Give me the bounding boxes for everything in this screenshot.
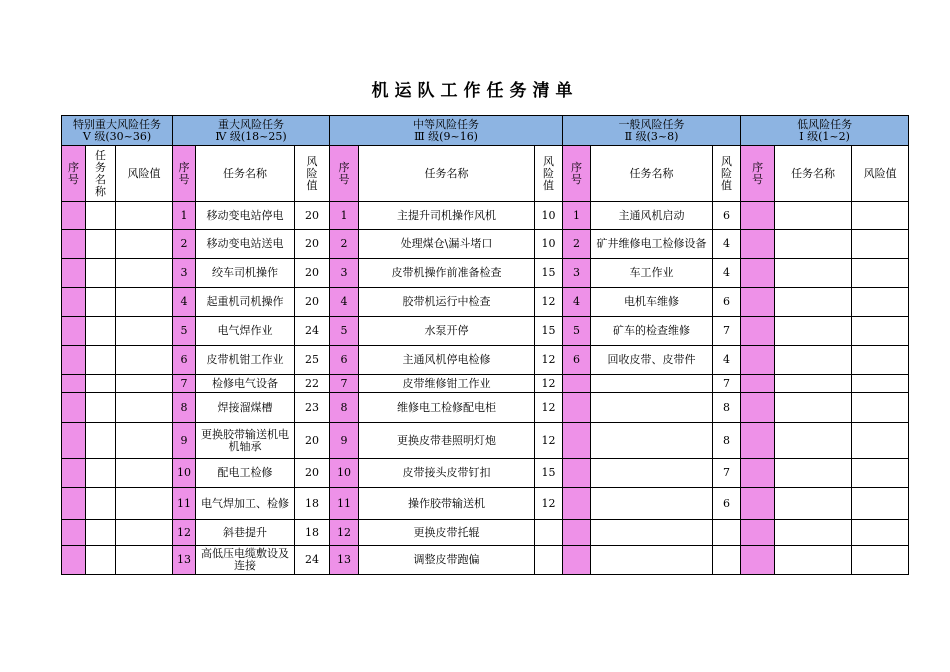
- table-row: [62, 488, 909, 520]
- cell-seq-i: [741, 459, 775, 488]
- cell-task-i: [775, 488, 852, 520]
- cell-seq-iv: 1: [173, 202, 196, 230]
- cell-seq-v: [62, 317, 86, 346]
- cell-task-iii: 操作胶带输送机: [359, 488, 535, 520]
- cell-seq-i: [741, 259, 775, 288]
- col-seq-iv: [173, 146, 196, 202]
- cell-task-v: [86, 259, 116, 288]
- cell-task-iv: 移动变电站停电: [196, 202, 295, 230]
- cell-risk-i: [852, 202, 909, 230]
- cell-seq-ii: 5: [563, 317, 591, 346]
- cell-risk-v: [116, 230, 173, 259]
- cell-risk-iii: 12: [535, 288, 563, 317]
- table-row: [62, 423, 909, 459]
- cell-risk-v: [116, 375, 173, 393]
- cell-risk-v: [116, 520, 173, 546]
- cell-task-i: [775, 375, 852, 393]
- cell-task-iii: 更换皮带托辊: [359, 520, 535, 546]
- cell-risk-ii: 4: [713, 230, 741, 259]
- cell-task-i: [775, 346, 852, 375]
- cell-risk-iii: 15: [535, 259, 563, 288]
- col-seq-i-label: 序 号: [752, 160, 764, 186]
- table-row: [62, 393, 909, 423]
- table-row: [62, 346, 909, 375]
- cell-risk-v: [116, 393, 173, 423]
- cell-task-iii: 皮带接头皮带钉扣: [359, 459, 535, 488]
- cell-risk-i: [852, 375, 909, 393]
- cell-task-v: [86, 393, 116, 423]
- cell-seq-i: [741, 546, 775, 575]
- col-risk-ii-label: 风 险 值: [721, 154, 733, 192]
- cell-seq-ii: [563, 423, 591, 459]
- cell-task-v: [86, 375, 116, 393]
- cell-task-i: [775, 546, 852, 575]
- cell-seq-i: [741, 288, 775, 317]
- col-seq-i: [741, 146, 775, 202]
- cell-seq-iii: 1: [330, 202, 359, 230]
- cell-task-i: [775, 230, 852, 259]
- cell-task-v: [86, 423, 116, 459]
- cell-task-iv: 电气焊加工、检修: [196, 488, 295, 520]
- cell-task-ii: [591, 488, 713, 520]
- category-header-iii: 中等风险任务 Ⅲ 级(9~16): [330, 116, 563, 146]
- cell-task-v: [86, 202, 116, 230]
- cell-seq-iii: 11: [330, 488, 359, 520]
- cell-seq-iv: 5: [173, 317, 196, 346]
- cell-task-iv: 起重机司机操作: [196, 288, 295, 317]
- sub-header-row: [62, 146, 909, 202]
- cell-seq-v: [62, 346, 86, 375]
- cell-task-iv: 焊接溜煤槽: [196, 393, 295, 423]
- cell-risk-iv: 18: [295, 520, 330, 546]
- cell-seq-iv: 12: [173, 520, 196, 546]
- cell-task-iii: 水泵开停: [359, 317, 535, 346]
- table-row: [62, 288, 909, 317]
- cell-seq-iv: 4: [173, 288, 196, 317]
- col-risk-i: 风险值: [852, 146, 909, 202]
- cell-risk-ii: 7: [713, 317, 741, 346]
- cell-seq-iii: 10: [330, 459, 359, 488]
- cell-risk-v: [116, 423, 173, 459]
- cell-task-i: [775, 459, 852, 488]
- cell-task-i: [775, 393, 852, 423]
- task-list-table: [61, 115, 909, 575]
- cell-seq-ii: 6: [563, 346, 591, 375]
- cell-seq-i: [741, 393, 775, 423]
- col-task-i: 任务名称: [775, 146, 852, 202]
- cell-seq-v: [62, 230, 86, 259]
- cell-task-i: [775, 259, 852, 288]
- cell-risk-iii: [535, 546, 563, 575]
- cell-seq-iii: 9: [330, 423, 359, 459]
- cell-task-iii: 更换皮带巷照明灯炮: [359, 423, 535, 459]
- cell-task-v: [86, 230, 116, 259]
- cell-seq-v: [62, 488, 86, 520]
- cell-task-v: [86, 546, 116, 575]
- cell-task-iv: 配电工检修: [196, 459, 295, 488]
- cell-task-iii: 处理煤仓\漏斗堵口: [359, 230, 535, 259]
- cell-risk-iv: 23: [295, 393, 330, 423]
- cell-task-iv: 更换胶带输送机电机轴承: [196, 423, 295, 459]
- cell-seq-v: [62, 423, 86, 459]
- cell-risk-i: [852, 346, 909, 375]
- cell-risk-iv: 20: [295, 230, 330, 259]
- col-seq-iii: [330, 146, 359, 202]
- cell-risk-i: [852, 288, 909, 317]
- cell-risk-iii: 12: [535, 375, 563, 393]
- cell-risk-iv: 22: [295, 375, 330, 393]
- cell-task-ii: 矿井维修电工检修设备: [591, 230, 713, 259]
- cell-task-iv: 检修电气设备: [196, 375, 295, 393]
- cell-task-ii: 电机车维修: [591, 288, 713, 317]
- cell-task-ii: [591, 423, 713, 459]
- cell-task-ii: 车工作业: [591, 259, 713, 288]
- col-seq-iv-label: 序 号: [178, 160, 190, 186]
- col-seq-v: [62, 146, 86, 202]
- cell-risk-v: [116, 288, 173, 317]
- cell-task-iii: 维修电工检修配电柜: [359, 393, 535, 423]
- col-risk-iv: [295, 146, 330, 202]
- cell-seq-v: [62, 375, 86, 393]
- cell-seq-iii: 4: [330, 288, 359, 317]
- cell-seq-i: [741, 375, 775, 393]
- cell-risk-ii: 6: [713, 488, 741, 520]
- page-title: 机运队工作任务清单: [371, 81, 579, 101]
- cell-task-iii: 皮带机操作前准备检查: [359, 259, 535, 288]
- col-risk-iii-label: 风 险 值: [543, 154, 555, 192]
- cell-task-v: [86, 317, 116, 346]
- cell-seq-iv: 9: [173, 423, 196, 459]
- table-row: [62, 202, 909, 230]
- cell-seq-iv: 10: [173, 459, 196, 488]
- cell-risk-iv: 24: [295, 546, 330, 575]
- cell-risk-i: [852, 317, 909, 346]
- table-row: [62, 546, 909, 575]
- cell-seq-ii: [563, 488, 591, 520]
- cell-risk-iv: 20: [295, 202, 330, 230]
- cell-seq-iv: 11: [173, 488, 196, 520]
- col-task-iv: 任务名称: [196, 146, 295, 202]
- cell-seq-v: [62, 202, 86, 230]
- cell-task-iii: 主通风机停电检修: [359, 346, 535, 375]
- cell-risk-v: [116, 546, 173, 575]
- cell-seq-iii: 7: [330, 375, 359, 393]
- cell-seq-iii: 12: [330, 520, 359, 546]
- cell-risk-iv: 20: [295, 423, 330, 459]
- cell-task-iv: 高低压电缆敷设及连接: [196, 546, 295, 575]
- cell-task-iv: 斜巷提升: [196, 520, 295, 546]
- col-seq-ii: [563, 146, 591, 202]
- cell-risk-iii: 10: [535, 202, 563, 230]
- cell-seq-v: [62, 520, 86, 546]
- cell-seq-ii: 3: [563, 259, 591, 288]
- cell-risk-i: [852, 520, 909, 546]
- col-risk-iv-label: 风 险 值: [306, 154, 318, 192]
- cell-risk-iii: 12: [535, 488, 563, 520]
- col-task-v-label: 任 务 名 称: [95, 148, 106, 198]
- cell-seq-v: [62, 393, 86, 423]
- cell-seq-i: [741, 520, 775, 546]
- cell-seq-i: [741, 488, 775, 520]
- cell-task-v: [86, 288, 116, 317]
- cell-seq-ii: [563, 520, 591, 546]
- cell-task-ii: [591, 393, 713, 423]
- cell-risk-v: [116, 488, 173, 520]
- cell-seq-v: [62, 459, 86, 488]
- cell-seq-iv: 13: [173, 546, 196, 575]
- col-task-iii: 任务名称: [359, 146, 535, 202]
- cell-task-v: [86, 488, 116, 520]
- cell-risk-v: [116, 202, 173, 230]
- cell-task-ii: [591, 375, 713, 393]
- cell-task-ii: [591, 520, 713, 546]
- cell-risk-ii: 4: [713, 346, 741, 375]
- cell-seq-ii: 2: [563, 230, 591, 259]
- cell-risk-i: [852, 259, 909, 288]
- table-row: [62, 520, 909, 546]
- cell-risk-ii: 6: [713, 288, 741, 317]
- cell-risk-i: [852, 423, 909, 459]
- table-row: [62, 259, 909, 288]
- cell-risk-iv: 24: [295, 317, 330, 346]
- cell-task-iii: 皮带维修钳工作业: [359, 375, 535, 393]
- cell-task-ii: 回收皮带、皮带件: [591, 346, 713, 375]
- col-seq-iii-label: 序 号: [338, 160, 350, 186]
- cell-task-v: [86, 459, 116, 488]
- cell-risk-ii: 7: [713, 375, 741, 393]
- cell-risk-iii: 12: [535, 423, 563, 459]
- cell-risk-ii: 8: [713, 393, 741, 423]
- table-row: [62, 459, 909, 488]
- cell-task-i: [775, 423, 852, 459]
- cell-seq-iv: 7: [173, 375, 196, 393]
- cell-task-iii: 调整皮带跑偏: [359, 546, 535, 575]
- cell-seq-i: [741, 317, 775, 346]
- cell-risk-ii: 6: [713, 202, 741, 230]
- cell-seq-iv: 2: [173, 230, 196, 259]
- cell-seq-ii: [563, 459, 591, 488]
- cell-risk-v: [116, 317, 173, 346]
- cell-risk-i: [852, 393, 909, 423]
- cell-risk-ii: 7: [713, 459, 741, 488]
- cell-risk-i: [852, 459, 909, 488]
- cell-task-i: [775, 317, 852, 346]
- cell-risk-iii: 12: [535, 346, 563, 375]
- cell-task-v: [86, 346, 116, 375]
- cell-seq-ii: 4: [563, 288, 591, 317]
- col-risk-v: 风险值: [116, 146, 173, 202]
- table-row: [62, 375, 909, 393]
- cell-task-i: [775, 288, 852, 317]
- cell-seq-i: [741, 230, 775, 259]
- cell-risk-v: [116, 346, 173, 375]
- cell-task-ii: 矿车的检查维修: [591, 317, 713, 346]
- cell-seq-i: [741, 423, 775, 459]
- cell-risk-ii: [713, 520, 741, 546]
- cell-seq-iv: 3: [173, 259, 196, 288]
- category-header-i: 低风险任务 Ⅰ 级(1~2): [741, 116, 909, 146]
- cell-risk-iv: 25: [295, 346, 330, 375]
- cell-risk-iii: 12: [535, 393, 563, 423]
- cell-task-ii: 主通风机启动: [591, 202, 713, 230]
- cell-seq-v: [62, 259, 86, 288]
- cell-task-i: [775, 202, 852, 230]
- cell-seq-ii: [563, 393, 591, 423]
- cell-seq-iii: 5: [330, 317, 359, 346]
- cell-risk-ii: 8: [713, 423, 741, 459]
- cell-risk-iii: 15: [535, 459, 563, 488]
- cell-risk-iv: 20: [295, 259, 330, 288]
- cell-task-ii: [591, 546, 713, 575]
- cell-risk-iii: 10: [535, 230, 563, 259]
- cell-task-iii: 主提升司机操作风机: [359, 202, 535, 230]
- cell-risk-iii: 15: [535, 317, 563, 346]
- cell-task-iv: 电气焊作业: [196, 317, 295, 346]
- table-row: [62, 230, 909, 259]
- cell-risk-i: [852, 230, 909, 259]
- cell-risk-ii: [713, 546, 741, 575]
- cell-task-i: [775, 520, 852, 546]
- cell-task-iv: 移动变电站送电: [196, 230, 295, 259]
- cell-seq-iii: 2: [330, 230, 359, 259]
- cell-seq-iii: 3: [330, 259, 359, 288]
- cell-risk-iv: 20: [295, 288, 330, 317]
- category-header-iv: 重大风险任务 Ⅳ 级(18~25): [173, 116, 330, 146]
- cell-seq-iv: 8: [173, 393, 196, 423]
- category-header-ii: 一般风险任务 Ⅱ 级(3~8): [563, 116, 741, 146]
- cell-task-iv: 绞车司机操作: [196, 259, 295, 288]
- cell-seq-iv: 6: [173, 346, 196, 375]
- cell-task-iv: 皮带机钳工作业: [196, 346, 295, 375]
- col-risk-ii: [713, 146, 741, 202]
- cell-seq-v: [62, 288, 86, 317]
- cell-seq-ii: 1: [563, 202, 591, 230]
- cell-seq-iii: 13: [330, 546, 359, 575]
- cell-risk-ii: 4: [713, 259, 741, 288]
- category-header-row: [62, 116, 909, 146]
- cell-seq-i: [741, 202, 775, 230]
- cell-risk-iv: 20: [295, 459, 330, 488]
- col-risk-iii: [535, 146, 563, 202]
- cell-risk-v: [116, 459, 173, 488]
- cell-task-v: [86, 520, 116, 546]
- category-header-v: 特别重大风险任务 Ⅴ 级(30~36): [62, 116, 173, 146]
- col-seq-ii-label: 序 号: [571, 160, 583, 186]
- cell-seq-iii: 6: [330, 346, 359, 375]
- cell-risk-iii: [535, 520, 563, 546]
- cell-seq-ii: [563, 375, 591, 393]
- cell-seq-ii: [563, 546, 591, 575]
- table-body: [62, 116, 909, 575]
- col-task-ii: 任务名称: [591, 146, 713, 202]
- col-seq-v-label: 序 号: [68, 160, 79, 186]
- cell-task-iii: 胶带机运行中检查: [359, 288, 535, 317]
- cell-risk-iv: 18: [295, 488, 330, 520]
- cell-seq-v: [62, 546, 86, 575]
- cell-seq-iii: 8: [330, 393, 359, 423]
- cell-risk-i: [852, 546, 909, 575]
- cell-risk-i: [852, 488, 909, 520]
- table-row: [62, 317, 909, 346]
- cell-task-ii: [591, 459, 713, 488]
- col-task-v: [86, 146, 116, 202]
- cell-risk-v: [116, 259, 173, 288]
- cell-seq-i: [741, 346, 775, 375]
